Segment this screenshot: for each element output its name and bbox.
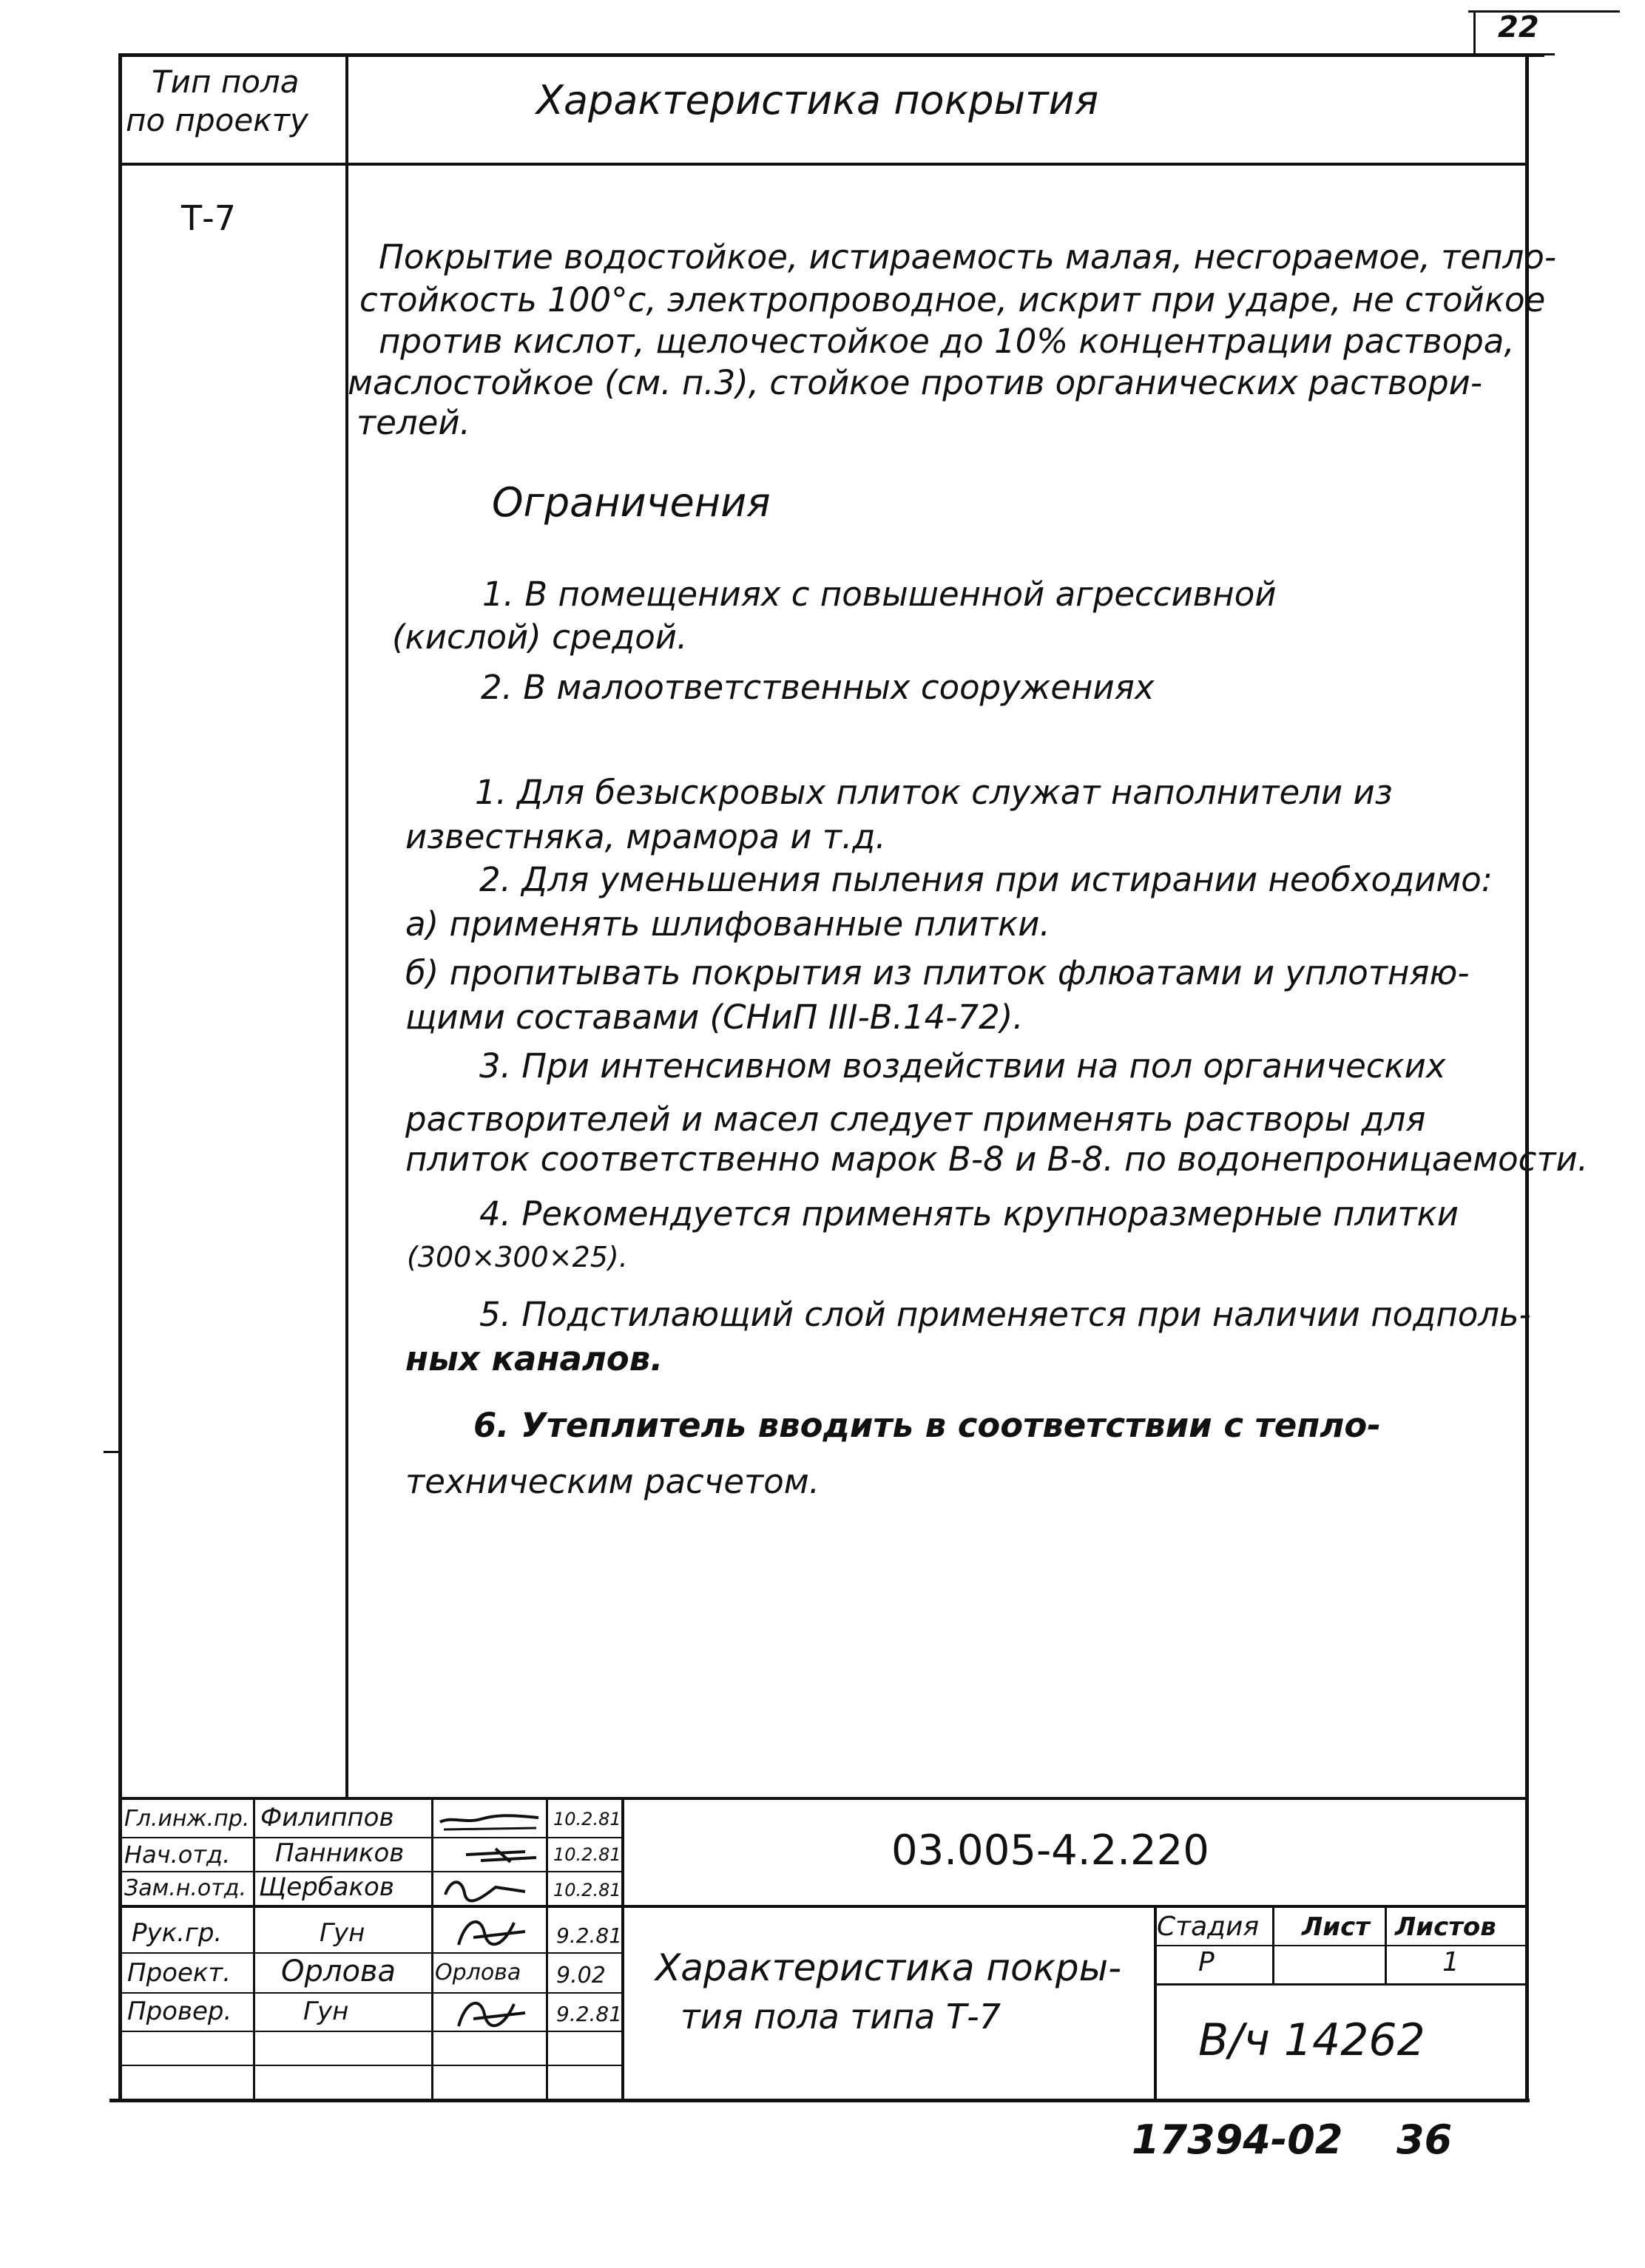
signature-6 [444,1992,540,2034]
stamp-date-2: 10.2.81 [553,1844,621,1865]
stamp-stage-row-2 [1154,1983,1527,1986]
characteristic-line-2: стойкость 100°с, электропроводное, искрит при ударе, не стойкое [359,280,1546,319]
top-right-number: 22 [1498,10,1539,44]
characteristic-line-5: телей. [357,403,470,442]
frame-top [118,53,1544,57]
corner-mark-horizontal [1468,10,1620,13]
note-line-13: ных каналов. [405,1339,663,1378]
stamp-date-1: 10.2.81 [553,1809,621,1829]
note-line-11: (300×300×25). [407,1241,628,1273]
characteristic-line-3: против кислот, щелочестойкое до 10% концентрации раствора, [379,322,1515,361]
signature-3 [436,1872,544,1905]
note-line-14: 6. Утеплитель вводить в соответствии с тепло- [473,1406,1381,1445]
note-line-15: техническим расчетом. [405,1462,820,1501]
note-line-1: 1. Для безыскровых плиток служат наполнители из [475,773,1393,812]
note-line-9: плиток соответственно марок В-8 и В-8. по водонепроницаемости. [405,1140,1589,1179]
stamp-title-line2: тия пола типа Т-7 [680,1997,1001,2037]
frame-right [1525,53,1529,2102]
stamp-col-role-divider [253,1797,255,2100]
stamp-role-2: Нач.отд. [124,1841,231,1869]
corner-mark-vertical [1473,10,1476,56]
signature-1 [436,1801,544,1835]
stamp-row-line-3 [118,1905,1527,1908]
stamp-date-6: 9.2.81 [556,2002,623,2026]
note-line-10: 4. Рекомендуется применять крупноразмерные плитки [479,1194,1459,1233]
stage-value: Р [1198,1947,1215,1977]
stamp-stage-row-1 [1154,1945,1527,1946]
stamp-name-2: Панников [275,1838,405,1868]
stamp-role-5: Проект. [127,1958,232,1988]
note-line-7: 3. При интенсивном воздействии на пол органических [479,1046,1446,1086]
stamp-role-6: Провер. [127,1997,232,2026]
frame-bottom [109,2099,1530,2102]
note-line-12: 5. Подстилающий слой применяется при наличии подполь- [479,1295,1531,1334]
stamp-name-6: Гун [303,1997,349,2026]
stamp-name-1: Филиппов [260,1803,394,1832]
note-line-5: б) пропитывать покрытия из плиток флюатами и уплотняю- [405,953,1470,992]
stamp-row-line-4 [118,1952,623,1954]
stamp-top-line [118,1797,1527,1800]
stamp-col-sign-divider [546,1797,548,2100]
characteristic-line-4: маслостойкое (см. п.3), стойкое против органических раствори- [348,363,1483,402]
stamp-row-line-5 [118,1992,623,1994]
note-line-8: растворителей и масел следует применять растворы для [405,1100,1426,1139]
signature-4 [444,1911,540,1952]
stamp-date-5: 9.02 [556,1963,606,1988]
stamp-row-line-7 [118,2065,623,2066]
stamp-name-4: Гун [320,1918,365,1948]
limitation-2: 2. В малоответственных сооружениях [481,668,1155,707]
stamp-role-3: Зам.н.отд. [124,1875,247,1901]
note-line-6: щими составами (СНиП III-В.14-72). [405,998,1024,1037]
stamp-title-line1: Характеристика покры- [655,1946,1122,1989]
frame-left [118,53,122,2102]
limitation-1-cont: (кислой) средой. [392,617,688,657]
characteristic-line-1: Покрытие водостойкое, истираемость малая, несгораемое, тепло- [379,237,1557,277]
floor-type-label: Т-7 [181,198,236,238]
document-code: 03.005-4.2.220 [891,1827,1209,1875]
header-right-label: Характеристика покрытия [536,77,1099,123]
signature-5-text: Орлова [435,1960,521,1986]
signature-2 [436,1838,544,1871]
header-left-label-line1: Тип пола [152,64,300,100]
bottom-archive-number: 17394-02 [1132,2116,1343,2163]
limitation-1: 1. В помещениях с повышенной агрессивной [482,575,1277,614]
bottom-page-number: 36 [1396,2116,1453,2163]
stamp-col-name-divider [431,1797,433,2100]
header-divider [118,163,1527,166]
frame-left-tick [104,1451,120,1453]
note-line-3: 2. Для уменьшения пыления при истирании необходимо: [479,860,1493,899]
limitations-title: Ограничения [492,479,771,526]
stamp-date-3: 10.2.81 [553,1880,621,1900]
stamp-date-4: 9.2.81 [556,1923,623,1948]
frame-top-extension [1525,53,1555,55]
header-left-label-line2: по проекту [126,102,308,138]
stamp-row-line-6 [118,2031,623,2032]
sheets-value: 1 [1442,1947,1459,1977]
organization: В/ч 14262 [1198,2014,1425,2066]
stamp-role-4: Рук.гр. [132,1918,223,1948]
note-line-4: а) применять шлифованные плитки. [405,904,1050,944]
stamp-role-1: Гл.инж.пр. [124,1806,250,1832]
stamp-name-3: Щербаков [259,1872,394,1902]
sheet-label: Лист [1302,1912,1370,1942]
sheets-label: Листов [1395,1912,1496,1942]
stage-label: Стадия [1157,1912,1260,1942]
stamp-name-5: Орлова [281,1954,396,1988]
note-line-2: известняка, мрамора и т.д. [405,817,886,856]
column-divider [345,53,348,1798]
